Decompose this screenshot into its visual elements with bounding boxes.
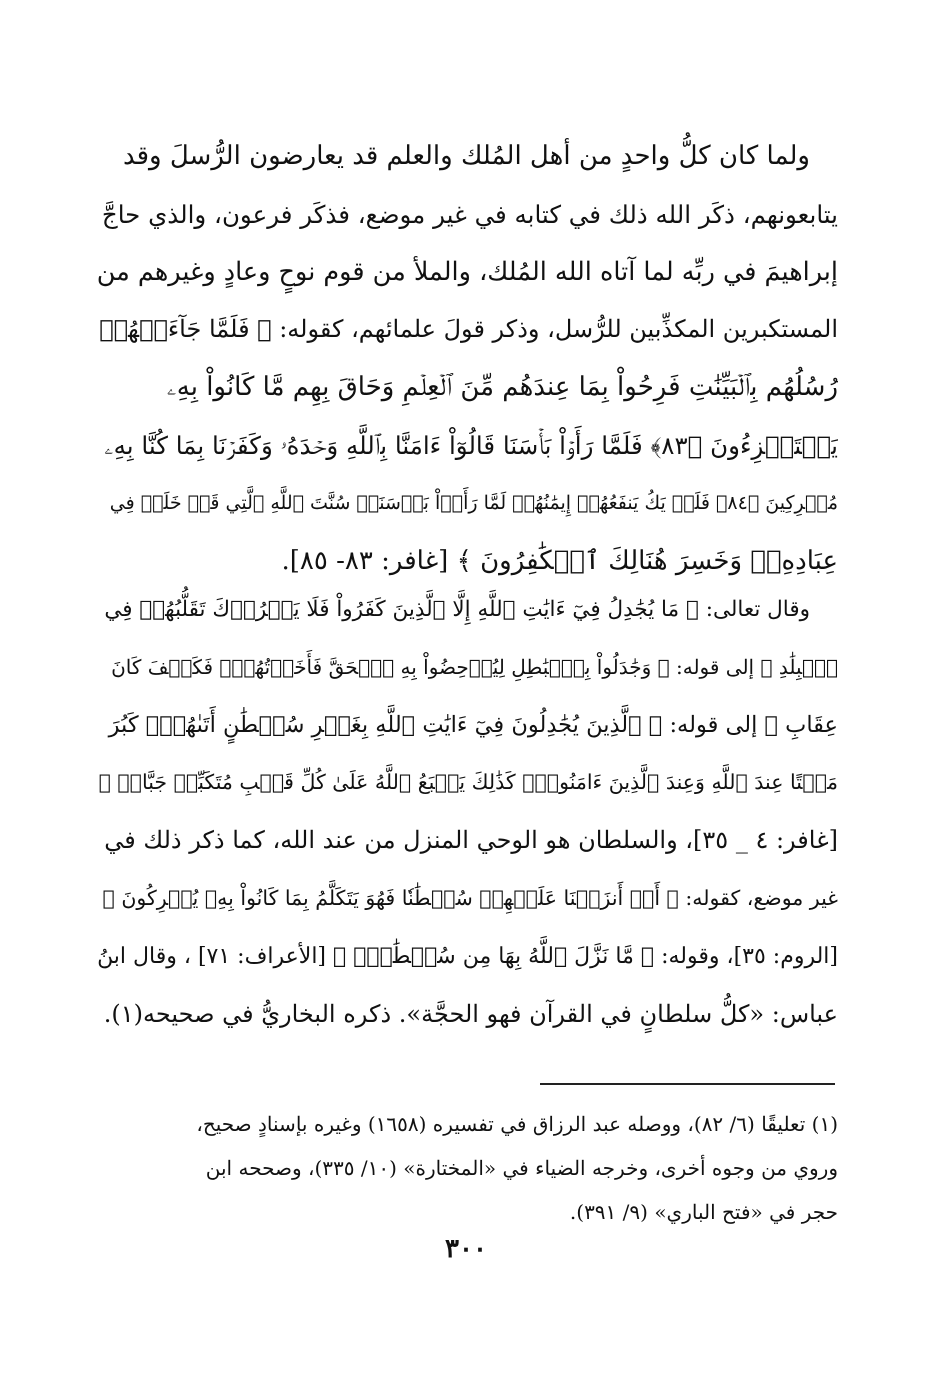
quran-line: رُسُلُهُم بِٱلۡبَيِّنَٰتِ فَرِحُواْ بِمَا عِندَهُم مِّنَ ٱلۡعِلۡمِ وَحَاقَ بِهِم مَّا كَانُواْ بِهِۦ bbox=[166, 372, 838, 403]
footnote-line: (١) تعليقًا (٦/ ٨٢)، ووصله عبد الرزاق في تفسيره (١٦٥٨) وغيره بإسنادٍ صحيح، bbox=[196, 1112, 838, 1136]
text-line: [الروم: ٣٥]، وقوله: ﴿ مَّا نَزَّلَ ٱللَّهُ بِهَا مِن سُلۡطَٰنٖۚ ﴾ [الأعراف: ٧١] ، وقال ابنُ bbox=[97, 943, 838, 969]
footnote-line: وروي من وجوه أخرى، وخرجه الضياء في «المختارة» (١٠/ ٣٣٥)، وصححه ابن bbox=[205, 1156, 838, 1180]
quran-line: عِقَابِ ﴾ إلى قوله: ﴿ ٱلَّذِينَ يُجَٰدِلُونَ فِيٓ ءَايَٰتِ ٱللَّهِ بِغَيۡرِ سُلۡطَٰنٍ أَتَىٰهُمۡۖ كَبُرَ bbox=[108, 711, 838, 738]
quran-line: مَقۡتًا عِندَ ٱللَّهِ وَعِندَ ٱلَّذِينَ ءَامَنُواْۚ كَذَٰلِكَ يَطۡبَعُ ٱللَّهُ عَلَىٰ كُلِّ قَلۡبِ مُتَكَبِّرٖ جَبَّارٖ ﴾ bbox=[98, 770, 838, 795]
footnote bbox=[96, 1102, 838, 1234]
page-number: ٣٠٠ bbox=[445, 1234, 487, 1264]
quran-line: يَسۡتَهۡزِءُونَ ﴿٨٣﴾ فَلَمَّا رَأَوۡاْ بَأۡسَنَا قَالُوٓاْ ءَامَنَّا بِٱللَّهِ وَحۡدَهُۥ وَكَفَرۡنَا بِمَا كُنَّا بِهِۦ bbox=[104, 430, 838, 460]
quran-line: ٱلۡبِلَٰدِ ﴾ إلى قوله: ﴿ وَجَٰدَلُواْ بِٱلۡبَٰطِلِ لِيُدۡحِضُواْ بِهِ ٱلۡحَقَّ فَأَخَذۡتُهُمۡۖ فَكَيۡفَ كَانَ bbox=[111, 654, 838, 679]
quran-line: غير موضع، كقوله: ﴿ أَمۡ أَنزَلۡنَا عَلَيۡهِمۡ سُلۡطَٰنٗا فَهُوَ يَتَكَلَّمُ بِمَا كَانُواْ بِهِۦ يُشۡرِكُونَ ﴾ bbox=[102, 885, 838, 910]
text-line: إبراهيمَ في ربِّه لما آتاه الله المُلك، والملأ من قوم نوحٍ وعادٍ وغيرهم من bbox=[96, 256, 838, 287]
paragraph-2 bbox=[96, 581, 838, 1043]
quran-line: عِبَادِهِۦۖ وَخَسِرَ هُنَالِكَ ٱلۡكَٰفِرُونَ ﴾ [غافر: ٨٣- ٨٥]. bbox=[281, 545, 838, 576]
footnote-divider bbox=[540, 1083, 835, 1085]
footnote-line: حجر في «فتح الباري» (٩/ ٣٩١). bbox=[569, 1200, 838, 1224]
text-line: عباس: «كلُّ سلطانٍ في القرآن فهو الحجَّة». ذكره البخاريُّ في صحيحه(١). bbox=[103, 999, 838, 1028]
paragraph-1 bbox=[96, 128, 838, 590]
quran-line: مُشۡرِكِينَ ﴿٨٤﴾ فَلَمۡ يَكُ يَنفَعُهُمۡ إِيمَٰنُهُمۡ لَمَّا رَأَوۡاْ بَأۡسَنَاۖ سُنَّتَ ٱللَّهِ ٱلَّتِي قَدۡ خَلَتۡ فِي bbox=[109, 491, 838, 514]
text-line: المستكبرين المكذِّبين للرُّسل، وذكر قولَ علمائهم، كقوله: ﴿ فَلَمَّا جَآءَتۡهُمۡ bbox=[99, 315, 838, 344]
text-line: [غافر: ٤ _ ٣٥]، والسلطان هو الوحي المنزل من عند الله، كما ذكر ذلك في bbox=[104, 826, 838, 855]
text-line: وقال تعالى: ﴿ مَا يُجَٰدِلُ فِيٓ ءَايَٰتِ ٱللَّهِ إِلَّا ٱلَّذِينَ كَفَرُواْ فَلَا يَغۡرُرۡكَ تَقَلُّبُهُمۡ فِي bbox=[104, 597, 810, 622]
text-line: يتابعونهم، ذكَر الله ذلك في كتابه في غير موضع، فذكَر فرعون، والذي حاجَّ bbox=[101, 199, 838, 229]
text-line: ولما كان كلُّ واحدٍ من أهل المُلك والعلم قد يعارضون الرُّسلَ وقد bbox=[122, 141, 810, 171]
